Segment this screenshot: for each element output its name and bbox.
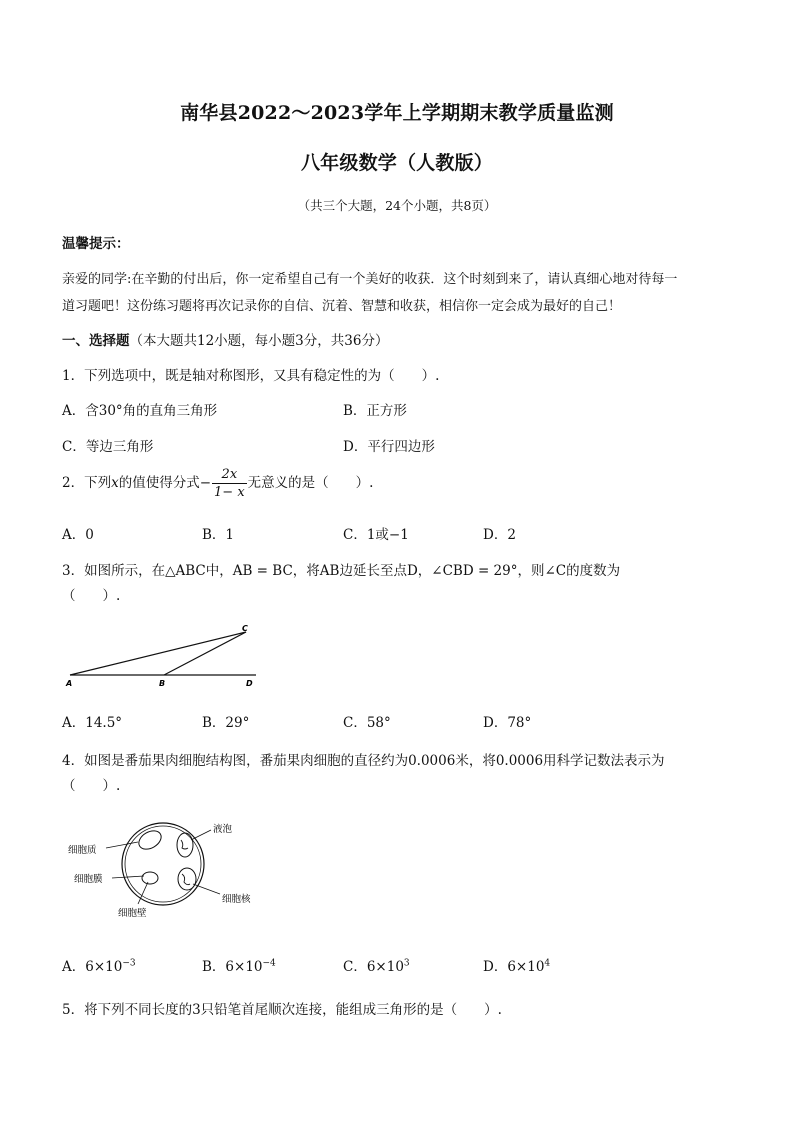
cell-vacuole-left [136, 827, 165, 853]
q4-stem-line-1: 4．如图是番茄果肉细胞结构图，番茄果肉细胞的直径约为0.0006米，将0.0006用科学记数法表示为 [62, 753, 665, 769]
q3-label-c: C [242, 624, 248, 633]
q2-var: x [111, 475, 119, 491]
q4-option-b-exp: −4 [262, 958, 276, 969]
q4-option-b-base: B．6×10 [202, 959, 263, 975]
label-membrane: 细胞膜 [74, 874, 103, 885]
q4-option-c [343, 955, 410, 975]
q2-fraction [212, 466, 247, 501]
q5-stem: 5．将下列不同长度的3只铅笔首尾顺次连接，能组成三角形的是（ ）. [62, 1002, 502, 1018]
exam-subtitle: 八年级数学（人教版） [300, 152, 493, 174]
q2-sign: − [199, 475, 212, 491]
label-wall: 细胞壁 [118, 908, 147, 919]
q3-line-ac [70, 632, 246, 675]
cell-vacuole-right [177, 833, 193, 857]
q4-option-a [62, 955, 136, 975]
q4-stem-line-2: （ ）. [62, 778, 121, 794]
q2-pre: 2．下列 [62, 475, 112, 491]
q3-label-a: A [66, 679, 73, 688]
q4-option-a-base: A．6×10 [62, 959, 123, 975]
q2-post: 无意义的是（ ）. [247, 475, 374, 491]
q4-option-c-base: C．6×10 [343, 959, 404, 975]
q2-numerator: 2x [212, 466, 247, 484]
label-vacuole: 液泡 [213, 824, 233, 835]
q4-option-a-exp: −3 [122, 958, 136, 969]
q3-option-b: B．29° [202, 715, 250, 731]
q1-stem: 1．下列选项中，既是轴对称图形，又具有稳定性的为（ ）. [62, 368, 440, 384]
pointer-wall [138, 882, 148, 904]
q3-label-b: B [159, 679, 166, 688]
q2-option-a: A．0 [62, 527, 94, 543]
q1-option-d: D．平行四边形 [343, 439, 435, 455]
q4-option-d-exp: 4 [544, 958, 551, 969]
tips-heading: 温馨提示： [62, 236, 130, 252]
q2-option-b: B．1 [202, 527, 235, 543]
pointer-membrane [112, 876, 144, 878]
pointer-vacuole [191, 830, 211, 840]
q3-triangle-figure [60, 620, 260, 692]
q2-option-c: C．1或−1 [343, 527, 409, 543]
q3-option-a: A．14.5° [62, 715, 123, 731]
q2-stem [62, 466, 373, 501]
q1-option-c: C．等边三角形 [62, 439, 154, 455]
cell-wall-inner [125, 826, 201, 902]
cell-nucleus-detail [182, 874, 190, 885]
cell-nucleus [178, 868, 196, 890]
q4-option-d-base: D．6×10 [483, 959, 545, 975]
label-nucleus: 细胞核 [222, 894, 251, 905]
exam-info: （共三个大题，24个小题，共8页） [297, 198, 497, 213]
q3-option-d: D．78° [483, 715, 532, 731]
q4-option-b [202, 955, 276, 975]
q4-cell-figure [60, 812, 270, 924]
q2-mid: 的值使得分式 [118, 475, 200, 491]
section-heading [62, 329, 388, 349]
q4-option-c-exp: 3 [403, 958, 410, 969]
cell-wall-outer [122, 823, 204, 905]
q1-option-a: A．含30°角的直角三角形 [62, 403, 218, 419]
q4-option-d [483, 955, 550, 975]
q3-option-c: C．58° [343, 715, 391, 731]
pointer-cytoplasm [106, 842, 138, 848]
section-note: （本大题共12小题，每小题3分，共36分） [129, 333, 389, 349]
label-cytoplasm: 细胞质 [68, 845, 97, 856]
cell-vacuole-lower-left [142, 872, 158, 884]
q3-stem-line-2: （ ）. [62, 588, 121, 604]
q3-label-d: D [246, 679, 253, 688]
pointer-nucleus [193, 884, 220, 894]
section-title: 一、选择题 [62, 333, 130, 349]
cell-vacuole-detail [181, 840, 188, 849]
q3-line-bc [164, 632, 246, 675]
q3-stem-line-1: 3．如图所示，在△ABC中，AB = BC，将AB边延长至点D，∠CBD = 29°，则∠C的度数为 [62, 563, 621, 579]
exam-title: 南华县2022～2023学年上学期期末教学质量监测 [180, 102, 614, 124]
tips-line-1: 亲爱的同学:在辛勤的付出后，你一定希望自己有一个美好的收获．这个时刻到来了，请认真细心地对待每一 [62, 272, 678, 287]
q2-denominator: 1− x [214, 485, 245, 500]
q2-option-d: D．2 [483, 527, 516, 543]
tips-line-2: 道习题吧！这份练习题将再次记录你的自信、沉着、智慧和收获，相信你一定会成为最好的自己！ [62, 299, 622, 314]
q1-option-b: B．正方形 [343, 403, 407, 419]
